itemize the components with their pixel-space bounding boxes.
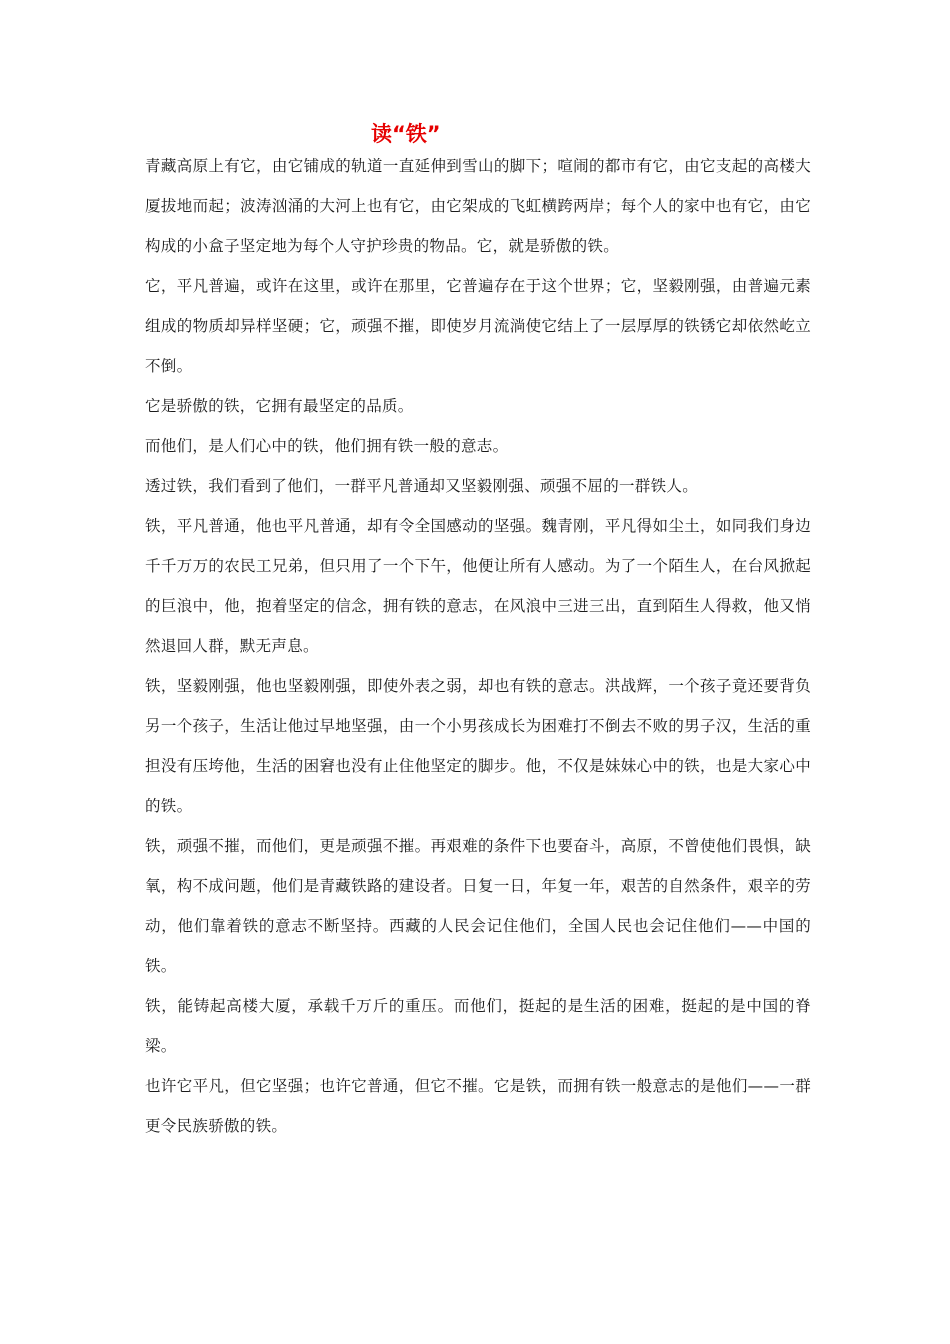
paragraph-5: 透过铁，我们看到了他们，一群平凡普通却又坚毅刚强、顽强不屈的一群铁人。 [145,477,699,495]
paragraph-7: 铁，坚毅刚强，他也坚毅刚强，即使外表之弱，却也有铁的意志。洪战辉，一个孩子竟还要背负另一个孩子，生活让他过早地坚强，由一个小男孩成长为困难打不倒去不败的男子汉，生活的重担没有压垮他，生活的困窘也没有止住他坚定的脚步。他，不仅是妹妹心中的铁，也是大家心中的铁。 [145,677,811,815]
paragraph-1: 青藏高原上有它，由它铺成的轨道一直延伸到雪山的脚下；喧闹的都市有它，由它支起的高楼大厦拔地而起；波涛汹涌的大河上也有它，由它架成的飞虹横跨两岸；每个人的家中也有它，由它构成的小盒子坚定地为每个人守护珍贵的物品。它，就是骄傲的铁。 [145,157,811,255]
paragraph-8: 铁，顽强不摧，而他们，更是顽强不摧。再艰难的条件下也要奋斗，高原，不曾使他们畏惧，缺氧，构不成问题，他们是青藏铁路的建设者。日复一日，年复一年，艰苦的自然条件，艰辛的劳动，他们靠着铁的意志不断坚持。西藏的人民会记住他们，全国人民也会记住他们——中国的铁。 [145,837,811,975]
document-body [145,146,811,1146]
paragraph-6: 铁，平凡普通，他也平凡普通，却有令全国感动的坚强。魏青刚，平凡得如尘土，如同我们身边千千万万的农民工兄弟，但只用了一个下午，他便让所有人感动。为了一个陌生人，在台风掀起的巨浪中，他，抱着坚定的信念，拥有铁的意志，在风浪中三进三出，直到陌生人得救，他又悄然退回人群，默无声息。 [145,517,811,655]
paragraph-3: 它是骄傲的铁，它拥有最坚定的品质。 [145,397,414,415]
paragraph-10: 也许它平凡，但它坚强；也许它普通，但它不摧。它是铁，而拥有铁一般意志的是他们——一群更令民族骄傲的铁。 [145,1077,811,1135]
paragraph-4: 而他们，是人们心中的铁，他们拥有铁一般的意志。 [145,437,509,455]
paragraph-9: 铁，能铸起高楼大厦，承载千万斤的重压。而他们，挺起的是生活的困难，挺起的是中国的脊梁。 [145,997,811,1055]
document-title: 读“铁” [371,122,441,146]
paragraph-2: 它，平凡普遍，或许在这里，或许在那里，它普遍存在于这个世界；它，坚毅刚强，由普遍元素组成的物质却异样坚硬；它，顽强不摧，即使岁月流淌使它结上了一层厚厚的铁锈它却依然屹立不倒。 [145,277,811,375]
